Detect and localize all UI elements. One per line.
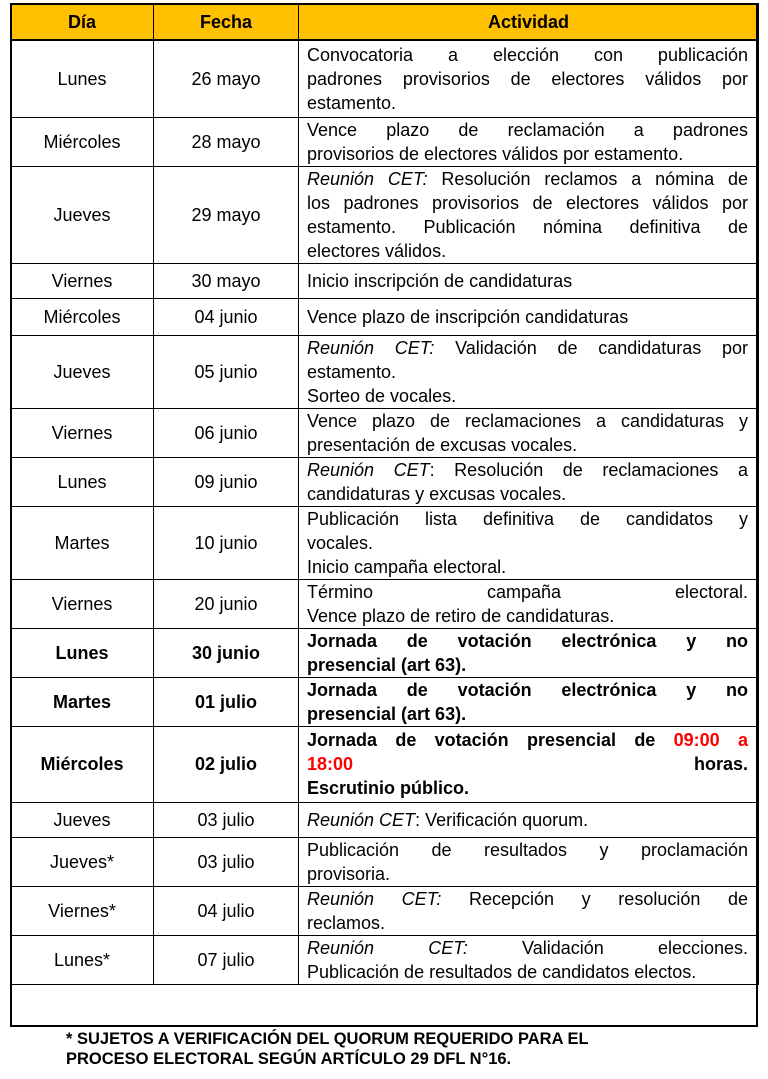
cell-date: 28 mayo (154, 117, 299, 166)
activity-line (307, 43, 748, 67)
activity-line (307, 360, 748, 384)
table-row (11, 298, 759, 335)
activity-text: horas. (353, 754, 748, 774)
activity-text: padrones provisorios de electores válidos por (307, 68, 748, 89)
table-row (11, 837, 759, 886)
activity-text: Término campaña electoral. (307, 581, 748, 602)
activity-line (307, 507, 748, 531)
cell-day: Martes (11, 677, 154, 726)
activity-text: Escrutinio público. (307, 778, 470, 798)
cell-activity (299, 117, 759, 166)
activity-text: los padrones provisorios de electores válidos por (307, 192, 748, 213)
activity-line (307, 305, 748, 329)
cell-day: Viernes* (11, 886, 154, 935)
activity-text: estamento. Publicación nómina definitiva de (307, 216, 748, 237)
table-row (11, 457, 759, 506)
cell-date: 03 julio (154, 837, 299, 886)
footnote-line-1: * SUJETOS A VERIFICACIÓN DEL QUORUM REQUERIDO PARA EL (66, 1030, 589, 1048)
footnote (66, 1029, 746, 1069)
cell-day: Jueves (11, 166, 154, 263)
meeting-label: Reunión CET: (307, 937, 468, 958)
activity-text: candidaturas y excusas vocales. (307, 483, 567, 504)
cell-activity (299, 935, 759, 984)
activity-text: Vence plazo de inscripción candidaturas (307, 306, 629, 327)
cell-activity (299, 506, 759, 579)
highlighted-time: 09:00 a (673, 730, 748, 750)
meeting-label: Reunión CET: (307, 168, 428, 189)
cell-activity (299, 726, 759, 802)
activity-text: provisoria. (307, 863, 391, 884)
activity-line (307, 91, 748, 115)
activity-line (307, 336, 748, 360)
table-row (11, 802, 759, 837)
activity-text: Convocatoria a elección con publicación (307, 44, 748, 65)
activity-line (307, 118, 748, 142)
activity-line (307, 191, 748, 215)
cell-activity (299, 40, 759, 117)
schedule-table (10, 3, 759, 985)
activity-line (307, 887, 748, 911)
meeting-label: Reunión CET (307, 809, 416, 830)
table-row (11, 117, 759, 166)
activity-line (307, 702, 748, 726)
activity-line (307, 838, 748, 862)
activity-line (307, 482, 748, 506)
activity-text: electores válidos. (307, 240, 447, 261)
cell-date: 26 mayo (154, 40, 299, 117)
activity-text: Vence plazo de retiro de candidaturas. (307, 605, 615, 626)
cell-activity (299, 579, 759, 628)
activity-text: Vence plazo de reclamación a padrones (307, 119, 748, 140)
activity-line (307, 752, 748, 776)
table-row (11, 677, 759, 726)
cell-activity (299, 263, 759, 298)
activity-line (307, 67, 748, 91)
activity-line (307, 215, 748, 239)
activity-line (307, 458, 748, 482)
activity-line (307, 167, 748, 191)
table-row (11, 408, 759, 457)
cell-activity (299, 457, 759, 506)
cell-activity (299, 886, 759, 935)
activity-line (307, 269, 748, 293)
activity-text: : Verificación quorum. (415, 809, 589, 830)
table-row (11, 579, 759, 628)
activity-text: presentación de excusas vocales. (307, 434, 578, 455)
cell-activity (299, 628, 759, 677)
header-date: Fecha (154, 4, 299, 41)
cell-date: 06 junio (154, 408, 299, 457)
cell-activity (299, 298, 759, 335)
activity-line (307, 776, 748, 800)
activity-line (307, 728, 748, 752)
cell-day: Viernes (11, 263, 154, 298)
activity-line (307, 580, 748, 604)
activity-line (307, 384, 748, 408)
activity-text: reclamos. (307, 912, 386, 933)
cell-activity (299, 335, 759, 408)
activity-line (307, 239, 748, 263)
activity-line (307, 808, 748, 832)
activity-text: Inicio campaña electoral. (307, 556, 507, 577)
activity-text: : Resolución de reclamaciones a (429, 459, 749, 480)
activity-line (307, 409, 748, 433)
cell-date: 04 julio (154, 886, 299, 935)
header-row (11, 4, 759, 41)
cell-day: Viernes (11, 579, 154, 628)
activity-text: Sorteo de vocales. (307, 385, 457, 406)
activity-line (307, 142, 748, 166)
meeting-label: Reunión CET: (307, 337, 435, 358)
cell-date: 09 junio (154, 457, 299, 506)
cell-activity (299, 837, 759, 886)
activity-text: Validación elecciones. (467, 937, 748, 958)
cell-day: Jueves* (11, 837, 154, 886)
header-activity: Actividad (299, 4, 759, 41)
cell-day: Jueves (11, 802, 154, 837)
table-row (11, 628, 759, 677)
activity-line (307, 862, 748, 886)
cell-date: 05 junio (154, 335, 299, 408)
cell-day: Miércoles (11, 117, 154, 166)
cell-day: Viernes (11, 408, 154, 457)
activity-text: Recepción y resolución de (441, 888, 749, 909)
activity-line (307, 960, 748, 984)
activity-text: Publicación lista definitiva de candidatos y (307, 508, 748, 529)
activity-text: estamento. (307, 361, 397, 382)
activity-text: Validación de candidaturas por (434, 337, 748, 358)
activity-line (307, 531, 748, 555)
cell-date: 30 mayo (154, 263, 299, 298)
table-row (11, 886, 759, 935)
cell-date: 07 julio (154, 935, 299, 984)
table-row (11, 506, 759, 579)
table-row (11, 40, 759, 117)
cell-date: 29 mayo (154, 166, 299, 263)
cell-date: 10 junio (154, 506, 299, 579)
activity-text: Inicio inscripción de candidaturas (307, 270, 573, 291)
activity-text: Publicación de resultados de candidatos electos. (307, 961, 697, 982)
cell-activity (299, 408, 759, 457)
table-row (11, 263, 759, 298)
cell-date: 03 julio (154, 802, 299, 837)
activity-line (307, 433, 748, 457)
activity-text: presencial (art 63). (307, 703, 467, 724)
footnote-line-2: PROCESO ELECTORAL SEGÚN ARTÍCULO 29 DFL N°16. (66, 1050, 512, 1068)
cell-date: 30 junio (154, 628, 299, 677)
activity-line (307, 629, 748, 653)
activity-line (307, 678, 748, 702)
header-day: Día (11, 4, 154, 41)
cell-activity (299, 677, 759, 726)
cell-day: Miércoles (11, 298, 154, 335)
activity-text: Jornada de votación electrónica y no (307, 679, 748, 700)
table-row (11, 726, 759, 802)
cell-day: Lunes (11, 628, 154, 677)
meeting-label: Reunión CET: (307, 888, 442, 909)
activity-text: presencial (art 63). (307, 654, 467, 675)
activity-text: Jornada de votación presencial de (307, 730, 674, 750)
cell-date: 20 junio (154, 579, 299, 628)
cell-date: 04 junio (154, 298, 299, 335)
activity-line (307, 555, 748, 579)
cell-day: Lunes* (11, 935, 154, 984)
activity-text: Publicación de resultados y proclamación (307, 839, 748, 860)
activity-line (307, 653, 748, 677)
activity-line (307, 936, 748, 960)
table-row (11, 335, 759, 408)
activity-text: vocales. (307, 532, 374, 553)
activity-line (307, 604, 748, 628)
schedule-body (11, 40, 759, 984)
cell-day: Jueves (11, 335, 154, 408)
cell-date: 02 julio (154, 726, 299, 802)
activity-text: Jornada de votación electrónica y no (307, 630, 748, 651)
activity-line (307, 911, 748, 935)
cell-date: 01 julio (154, 677, 299, 726)
cell-day: Martes (11, 506, 154, 579)
activity-text: estamento. (307, 92, 397, 113)
table-row (11, 935, 759, 984)
activity-text: Resolución reclamos a nómina de (427, 168, 748, 189)
cell-day: Lunes (11, 457, 154, 506)
cell-activity (299, 802, 759, 837)
highlighted-time: 18:00 (307, 754, 354, 774)
activity-text: provisorios de electores válidos por estamento. (307, 143, 684, 164)
activity-text: Vence plazo de reclamaciones a candidaturas y (307, 410, 748, 431)
cell-day: Lunes (11, 40, 154, 117)
cell-activity (299, 166, 759, 263)
cell-day: Miércoles (11, 726, 154, 802)
table-row (11, 166, 759, 263)
meeting-label: Reunión CET (307, 459, 430, 480)
